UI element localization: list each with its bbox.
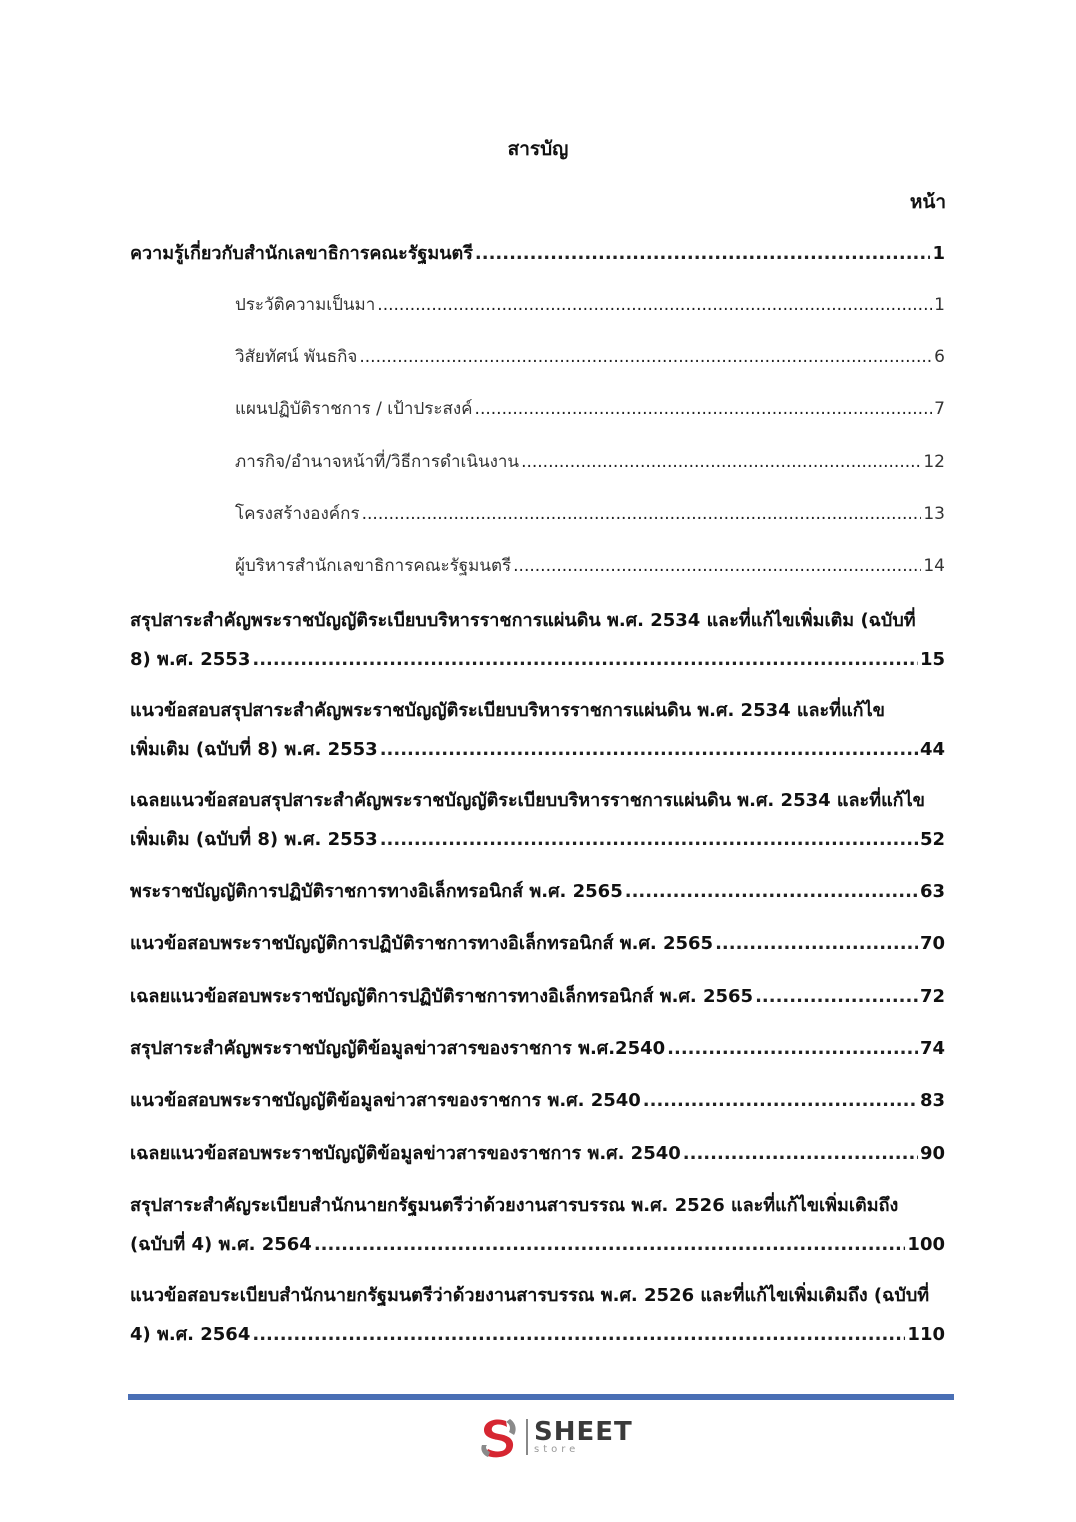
- page-title: สารบัญ: [507, 138, 569, 160]
- toc-entry-title: เพิ่มเติม (ฉบับที่ 8) พ.ศ. 2553: [130, 739, 378, 760]
- logo-subword: store: [534, 1444, 580, 1455]
- toc-entry-title: (ฉบับที่ 4) พ.ศ. 2564: [130, 1234, 312, 1255]
- toc-page-number: 83: [919, 1090, 945, 1111]
- toc-entry: [130, 1085, 945, 1111]
- toc-entry-title: 4) พ.ศ. 2564: [130, 1324, 251, 1345]
- toc-entry-title: สรุปสาระสำคัญระเบียบสำนักนายกรัฐมนตรีว่าด้วยงานสารบรรณ พ.ศ. 2526 และที่แก้ไขเพิ่มเติมถึง: [130, 1195, 899, 1216]
- toc-page-number: 13: [923, 504, 945, 524]
- s-mark-icon: [476, 1415, 520, 1459]
- toc-entry-title: สรุปสาระสำคัญพระราชบัญญัติข้อมูลข่าวสารของราชการ พ.ศ.2540: [130, 1038, 666, 1059]
- dot-leader: [715, 933, 918, 954]
- dot-leader: [667, 1038, 918, 1059]
- toc-entry: [235, 552, 945, 578]
- toc-page-number: 6: [934, 347, 945, 367]
- dot-leader: [643, 1090, 918, 1111]
- sheet-store-logo: [476, 1413, 636, 1461]
- toc-entry-title: เพิ่มเติม (ฉบับที่ 8) พ.ศ. 2553: [130, 829, 378, 850]
- dot-leader: [755, 986, 918, 1007]
- toc-page-number: 90: [919, 1143, 945, 1164]
- toc-page-number: 72: [919, 986, 945, 1007]
- toc-page-number: 110: [907, 1324, 945, 1345]
- toc-entry-title: แนวข้อสอบพระราชบัญญัติข้อมูลข่าวสารของราชการ พ.ศ. 2540: [130, 1090, 641, 1111]
- toc-entry: [130, 1190, 945, 1255]
- dot-leader: [252, 649, 918, 670]
- toc-entry-title: ประวัติความเป็นมา: [235, 295, 376, 315]
- dot-leader: [377, 295, 932, 315]
- toc-entry-title: 8) พ.ศ. 2553: [130, 649, 251, 670]
- toc-entry: [130, 928, 945, 954]
- toc-entry: [130, 238, 945, 264]
- toc-page-number: 1: [932, 243, 945, 264]
- toc-entry: [235, 448, 945, 474]
- toc-page-number: 15: [919, 649, 945, 670]
- toc-entry-title: วิสัยทัศน์ พันธกิจ: [235, 347, 358, 367]
- toc-entry-title: ภารกิจ/อำนาจหน้าที่/วิธีการดำเนินงาน: [235, 452, 520, 472]
- dot-leader: [380, 739, 918, 760]
- toc-page-number: 12: [923, 452, 945, 472]
- dot-leader: [683, 1143, 918, 1164]
- toc-entry: [235, 343, 945, 369]
- toc-entry-title: แผนปฏิบัติราชการ / เป้าประสงค์: [235, 399, 473, 419]
- page-column-label: หน้า: [909, 191, 946, 213]
- toc-entry-title: โครงสร้างองค์กร: [235, 504, 360, 524]
- toc-entry-title: เฉลยแนวข้อสอบพระราชบัญญัติข้อมูลข่าวสารของราชการ พ.ศ. 2540: [130, 1143, 681, 1164]
- dot-leader: [625, 881, 918, 902]
- logo-word: SHEET: [534, 1417, 633, 1447]
- dot-leader: [359, 347, 932, 367]
- toc-page-number: 52: [919, 829, 945, 850]
- dot-leader: [475, 243, 931, 264]
- toc-page-number: 1: [934, 295, 945, 315]
- toc-entry: [130, 605, 945, 670]
- toc-page-number: 14: [923, 556, 945, 576]
- toc-entry: [130, 876, 945, 902]
- toc-entry: [130, 981, 945, 1007]
- toc-entry: [130, 1280, 945, 1345]
- toc-entry-title: สรุปสาระสำคัญพระราชบัญญัติระเบียบบริหารราชการแผ่นดิน พ.ศ. 2534 และที่แก้ไขเพิ่มเติม (ฉบับที่: [130, 610, 916, 631]
- toc-entry-title: ความรู้เกี่ยวกับสำนักเลขาธิการคณะรัฐมนตรี: [130, 243, 473, 264]
- dot-leader: [314, 1234, 906, 1255]
- toc-entry: [235, 500, 945, 526]
- toc-entry-title: แนวข้อสอบพระราชบัญญัติการปฏิบัติราชการทางอิเล็กทรอนิกส์ พ.ศ. 2565: [130, 933, 714, 954]
- toc-page-number: 74: [919, 1038, 945, 1059]
- dot-leader: [513, 556, 921, 576]
- toc-page-number: 70: [919, 933, 945, 954]
- toc-entry: [130, 785, 945, 850]
- toc-entry: [235, 291, 945, 317]
- toc-entry-title: แนวข้อสอบสรุปสาระสำคัญพระราชบัญญัติระเบียบบริหารราชการแผ่นดิน พ.ศ. 2534 และที่แก้ไข: [130, 700, 885, 721]
- toc-page-number: 63: [919, 881, 945, 902]
- footer-rule: [128, 1394, 954, 1400]
- dot-leader: [521, 452, 921, 472]
- dot-leader: [475, 399, 933, 419]
- toc-entry: [130, 1033, 945, 1059]
- toc-page-number: 44: [919, 739, 945, 760]
- toc-entry: [130, 695, 945, 760]
- toc-entry: [130, 1138, 945, 1164]
- toc-entry: [235, 395, 945, 421]
- toc-page-number: 100: [907, 1234, 945, 1255]
- dot-leader: [362, 504, 922, 524]
- toc-entry-title: เฉลยแนวข้อสอบสรุปสาระสำคัญพระราชบัญญัติระเบียบบริหารราชการแผ่นดิน พ.ศ. 2534 และที่แก้ไข: [130, 790, 925, 811]
- dot-leader: [252, 1324, 905, 1345]
- dot-leader: [380, 829, 918, 850]
- toc-entry-title: พระราชบัญญัติการปฏิบัติราชการทางอิเล็กทรอนิกส์ พ.ศ. 2565: [130, 881, 623, 902]
- toc-page-number: 7: [934, 399, 945, 419]
- toc-entry-title: เฉลยแนวข้อสอบพระราชบัญญัติการปฏิบัติราชการทางอิเล็กทรอนิกส์ พ.ศ. 2565: [130, 986, 754, 1007]
- toc-entry-title: ผู้บริหารสำนักเลขาธิการคณะรัฐมนตรี: [235, 556, 512, 576]
- toc-entry-title: แนวข้อสอบระเบียบสำนักนายกรัฐมนตรีว่าด้วยงานสารบรรณ พ.ศ. 2526 และที่แก้ไขเพิ่มเติมถึง (ฉบับที่: [130, 1285, 930, 1306]
